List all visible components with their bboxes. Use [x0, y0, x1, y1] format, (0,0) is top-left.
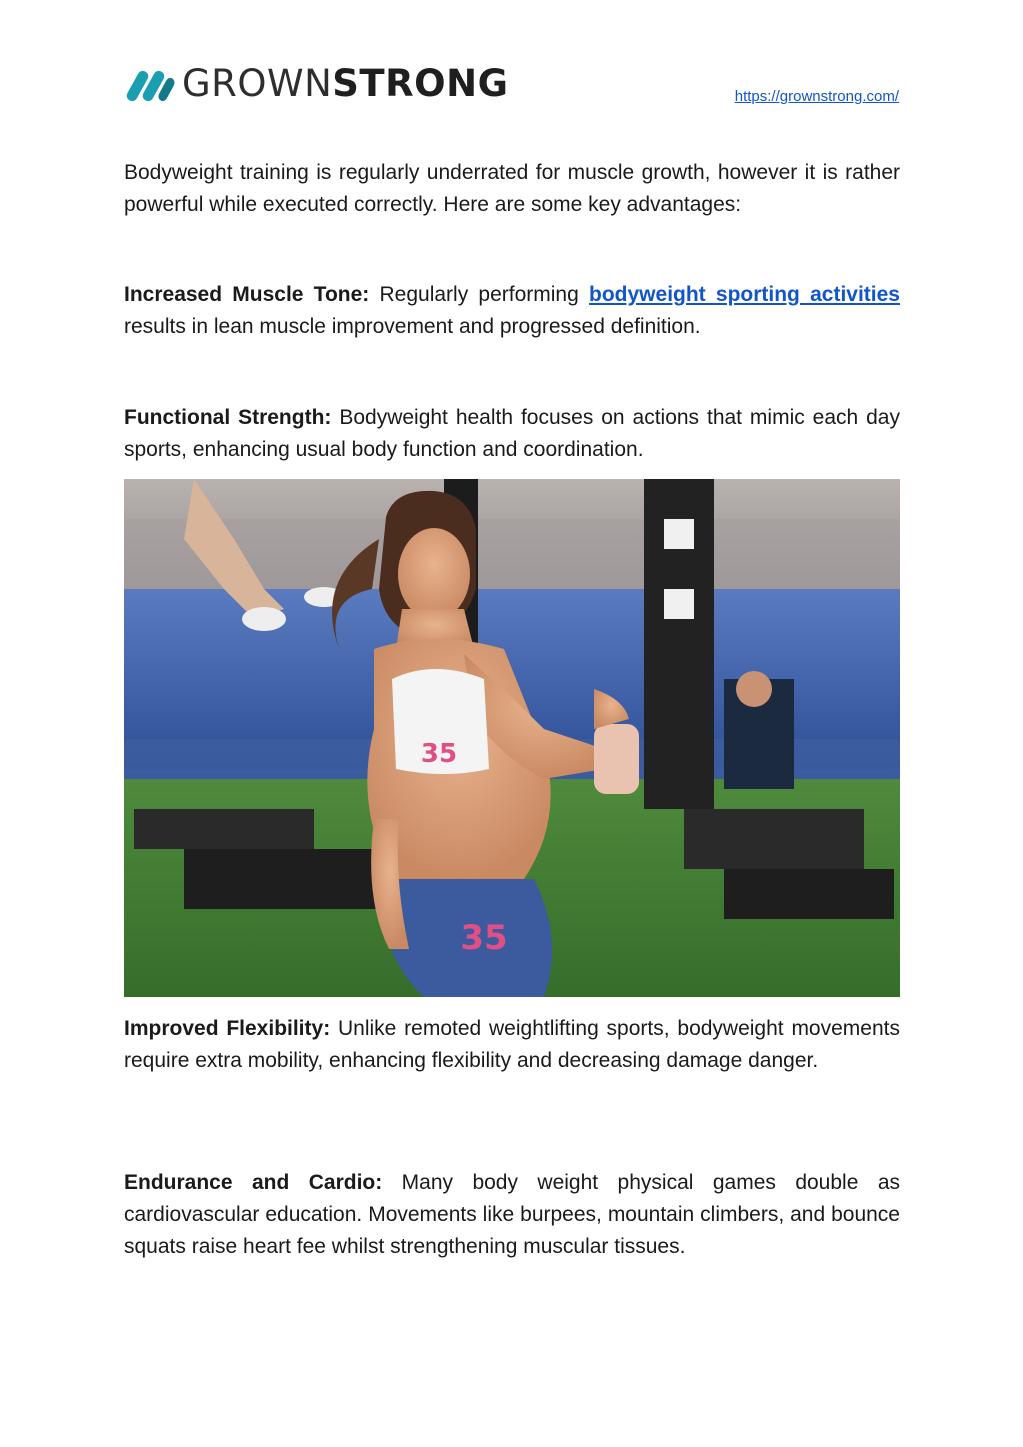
intro-paragraph: Bodyweight training is regularly underrated for muscle growth, however it is rather powerful while executed correctly. Here are some key advantages: — [124, 161, 900, 216]
endurance-text: Many body weight physical games double as cardiovascular education. Movements like burpees, mountain climbers, and bounce squats raise heart fee whilst strengthening muscular tissues. — [124, 1171, 901, 1258]
endurance-heading: Endurance and Cardio: — [124, 1171, 383, 1194]
site-url-link[interactable]: https://grownstrong.com/ — [734, 88, 899, 105]
bib-number-top: 35 — [420, 739, 458, 769]
functional-strength-text: Bodyweight health focuses on actions that mimic each day sports, enhancing usual body function and coordination. — [124, 406, 900, 461]
flexibility-text: Unlike remoted weightlifting sports, bodyweight movements require extra mobility, enhancing flexibility and decreasing damage danger. — [124, 1017, 900, 1072]
logo-wordmark — [182, 62, 508, 106]
logo-mark-icon — [124, 62, 176, 106]
muscle-tone-text-before: Regularly performing — [369, 283, 590, 306]
flexibility-paragraph — [124, 1013, 900, 1077]
muscle-tone-heading: Increased Muscle Tone: — [124, 283, 370, 306]
functional-strength-heading: Functional Strength: — [124, 406, 332, 429]
athlete-photo — [124, 479, 900, 997]
bodyweight-activities-link[interactable]: bodyweight sporting activities — [589, 283, 900, 306]
bib-number-shorts: 35 — [460, 918, 508, 958]
functional-strength-paragraph — [124, 402, 900, 466]
flexibility-heading: Improved Flexibility: — [124, 1017, 331, 1040]
endurance-paragraph — [124, 1167, 900, 1263]
athlete-photo-illustration — [124, 479, 900, 997]
logo-text-heavy: STRONG — [332, 62, 509, 105]
logo-text-light: GROWN — [182, 62, 333, 105]
muscle-tone-paragraph — [124, 279, 900, 343]
grownstrong-logo[interactable] — [124, 62, 508, 106]
muscle-tone-text-after: results in lean muscle improvement and progressed definition. — [124, 315, 701, 338]
